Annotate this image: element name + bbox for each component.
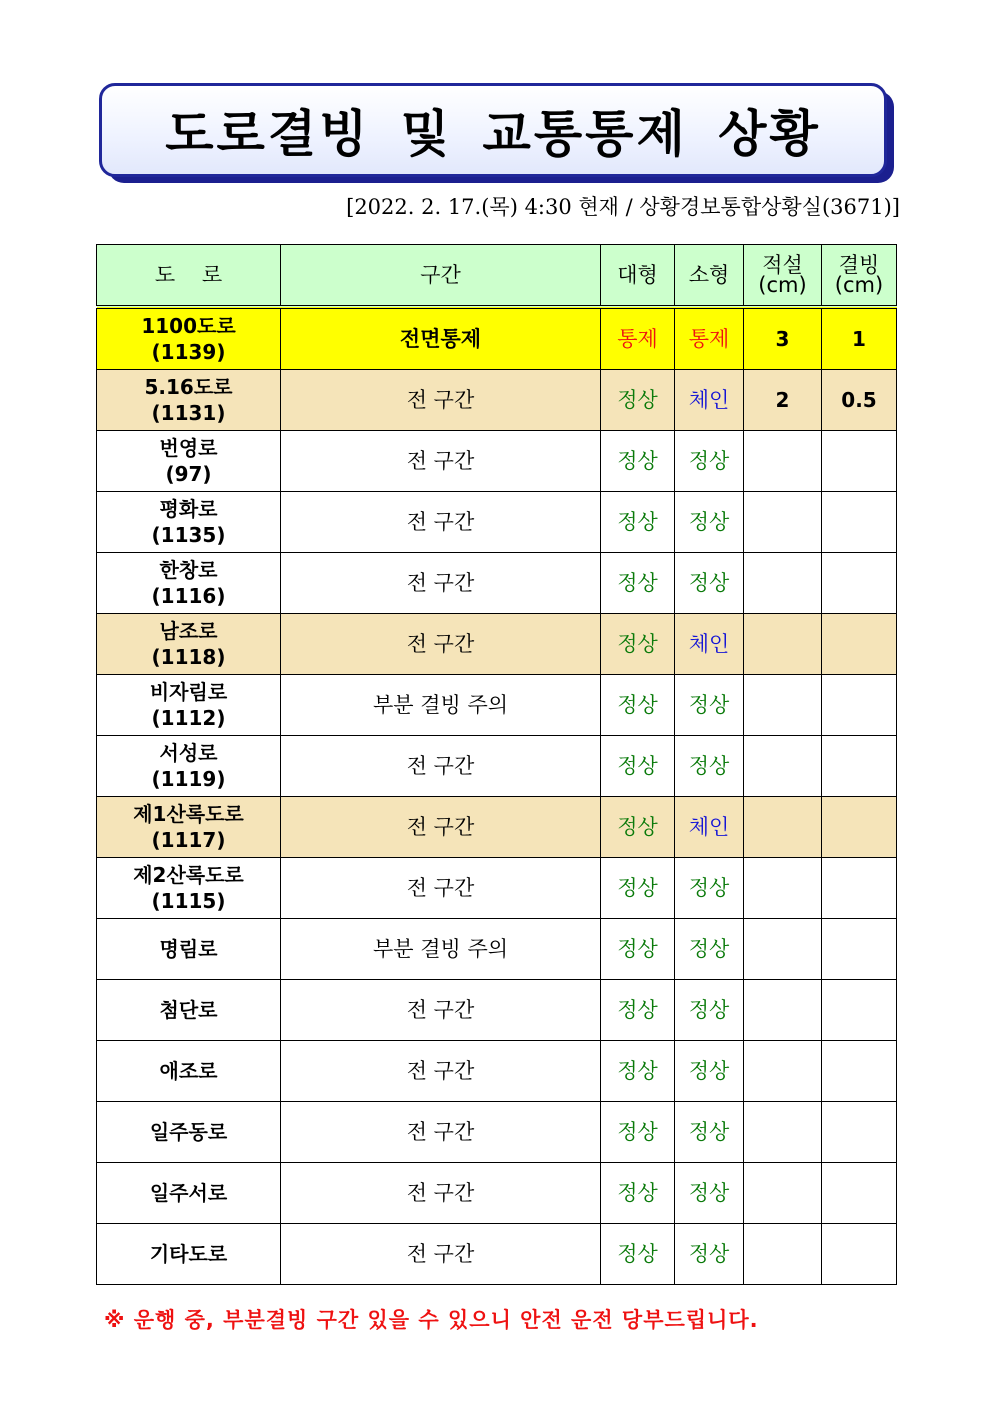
table-row [97,675,897,736]
section-cell: 전 구간 [281,553,601,614]
road-name: 5.16도로 [144,375,233,399]
road-name: 일주서로 [149,1181,228,1205]
table-row [97,858,897,919]
road-name-cell [97,980,281,1041]
small-vehicle-status: 정상 [675,492,744,553]
table-row [97,1041,897,1102]
header-ice-unit: (cm) [834,273,884,297]
small-vehicle-status: 정상 [675,1224,744,1285]
road-name-cell [97,492,281,553]
road-name: 남조로 [159,619,218,643]
section-cell: 전 구간 [281,1102,601,1163]
table-row [97,553,897,614]
road-code: (1131) [151,401,226,425]
road-name: 애조로 [159,1059,218,1083]
large-vehicle-status: 정상 [601,675,675,736]
snow-depth-cell: 3 [744,307,822,370]
ice-depth-cell [822,980,897,1041]
large-vehicle-status: 정상 [601,1102,675,1163]
section-cell: 전 구간 [281,431,601,492]
road-name: 일주동로 [149,1120,228,1144]
small-vehicle-status: 정상 [675,858,744,919]
header-ice-label: 결빙 [838,253,880,277]
road-name-cell [97,858,281,919]
table-row [97,1163,897,1224]
table-row [97,370,897,431]
road-name-cell [97,370,281,431]
road-name: 명림로 [159,937,218,961]
road-name-cell [97,797,281,858]
large-vehicle-status: 정상 [601,919,675,980]
small-vehicle-status: 정상 [675,553,744,614]
snow-depth-cell [744,858,822,919]
snow-depth-cell [744,1163,822,1224]
road-name: 제2산록도로 [133,863,244,887]
section-cell: 전 구간 [281,1041,601,1102]
road-name-cell [97,614,281,675]
road-code: (1119) [151,767,226,791]
road-name-cell [97,553,281,614]
header-small-vehicle: 소형 [675,245,744,308]
road-name: 1100도로 [141,314,236,338]
large-vehicle-status: 정상 [601,858,675,919]
snow-depth-cell [744,1102,822,1163]
small-vehicle-status: 정상 [675,1163,744,1224]
section-cell: 부분 결빙 주의 [281,675,601,736]
table-row [97,797,897,858]
small-vehicle-status: 통제 [675,307,744,370]
snow-depth-cell [744,675,822,736]
small-vehicle-status: 정상 [675,919,744,980]
road-name-cell [97,736,281,797]
road-name-cell [97,307,281,370]
large-vehicle-status: 정상 [601,736,675,797]
ice-depth-cell [822,675,897,736]
road-code: (97) [165,462,212,486]
ice-depth-cell [822,1102,897,1163]
large-vehicle-status: 정상 [601,553,675,614]
road-code: (1112) [151,706,226,730]
large-vehicle-status: 정상 [601,1163,675,1224]
road-code: (1118) [151,645,226,669]
road-name-cell [97,1102,281,1163]
large-vehicle-status: 정상 [601,492,675,553]
table-row [97,980,897,1041]
table-row [97,307,897,370]
road-code: (1116) [151,584,226,608]
road-name-cell [97,919,281,980]
snow-depth-cell [744,431,822,492]
section-cell: 전면통제 [281,307,601,370]
ice-depth-cell [822,431,897,492]
road-code: (1139) [151,340,226,364]
ice-depth-cell [822,736,897,797]
snow-depth-cell [744,1041,822,1102]
header-snow-unit: (cm) [758,273,807,297]
report-timestamp: [2022. 2. 17.(목) 4:30 현재 / 상황경보통합상황실(3671)] [346,195,900,219]
snow-depth-cell [744,1224,822,1285]
small-vehicle-status: 정상 [675,1041,744,1102]
header-road: 도 로 [97,245,281,308]
section-cell: 전 구간 [281,370,601,431]
section-cell: 전 구간 [281,492,601,553]
large-vehicle-status: 통제 [601,307,675,370]
road-status-table [96,244,897,1285]
snow-depth-cell [744,736,822,797]
page-title: 도로결빙 및 교통통제 상황 [99,83,887,177]
snow-depth-cell [744,492,822,553]
ice-depth-cell [822,1163,897,1224]
road-name: 기타도로 [149,1242,228,1266]
section-cell: 전 구간 [281,1163,601,1224]
small-vehicle-status: 정상 [675,1102,744,1163]
ice-depth-cell [822,614,897,675]
header-large-vehicle: 대형 [601,245,675,308]
large-vehicle-status: 정상 [601,1224,675,1285]
section-cell: 전 구간 [281,736,601,797]
table-row [97,431,897,492]
header-section: 구간 [281,245,601,308]
road-name: 평화로 [159,497,218,521]
section-cell: 전 구간 [281,1224,601,1285]
ice-depth-cell: 1 [822,307,897,370]
ice-depth-cell [822,919,897,980]
table-row [97,1224,897,1285]
snow-depth-cell [744,614,822,675]
header-snow-depth [744,245,822,308]
small-vehicle-status: 체인 [675,370,744,431]
table-row [97,492,897,553]
large-vehicle-status: 정상 [601,370,675,431]
small-vehicle-status: 정상 [675,980,744,1041]
small-vehicle-status: 정상 [675,675,744,736]
small-vehicle-status: 체인 [675,797,744,858]
road-name-cell [97,1163,281,1224]
snow-depth-cell: 2 [744,370,822,431]
snow-depth-cell [744,980,822,1041]
section-cell: 전 구간 [281,614,601,675]
small-vehicle-status: 정상 [675,431,744,492]
section-cell: 전 구간 [281,797,601,858]
road-name: 첨단로 [159,998,218,1022]
snow-depth-cell [744,797,822,858]
road-name: 제1산록도로 [133,802,244,826]
table-row [97,1102,897,1163]
road-name-cell [97,675,281,736]
ice-depth-cell [822,797,897,858]
road-code: (1115) [151,889,226,913]
section-cell: 전 구간 [281,858,601,919]
section-cell: 전 구간 [281,980,601,1041]
table-row [97,614,897,675]
road-name-cell [97,1224,281,1285]
road-name-cell [97,1041,281,1102]
safety-notice: ※ 운행 중, 부분결빙 구간 있을 수 있으니 안전 운전 당부드립니다. [104,1308,759,1332]
section-cell: 부분 결빙 주의 [281,919,601,980]
road-code: (1117) [151,828,226,852]
small-vehicle-status: 정상 [675,736,744,797]
road-name-cell [97,431,281,492]
large-vehicle-status: 정상 [601,980,675,1041]
ice-depth-cell: 0.5 [822,370,897,431]
road-name: 한창로 [159,558,218,582]
road-name: 비자림로 [149,680,228,704]
large-vehicle-status: 정상 [601,1041,675,1102]
table-row [97,919,897,980]
road-name: 서성로 [159,741,218,765]
ice-depth-cell [822,1224,897,1285]
road-name: 번영로 [159,436,218,460]
ice-depth-cell [822,1041,897,1102]
ice-depth-cell [822,492,897,553]
table-header-row [97,245,897,308]
header-ice-depth [822,245,897,308]
ice-depth-cell [822,858,897,919]
small-vehicle-status: 체인 [675,614,744,675]
large-vehicle-status: 정상 [601,431,675,492]
snow-depth-cell [744,919,822,980]
ice-depth-cell [822,553,897,614]
table-row [97,736,897,797]
large-vehicle-status: 정상 [601,614,675,675]
snow-depth-cell [744,553,822,614]
header-snow-label: 적설 [762,253,803,277]
large-vehicle-status: 정상 [601,797,675,858]
road-code: (1135) [151,523,226,547]
